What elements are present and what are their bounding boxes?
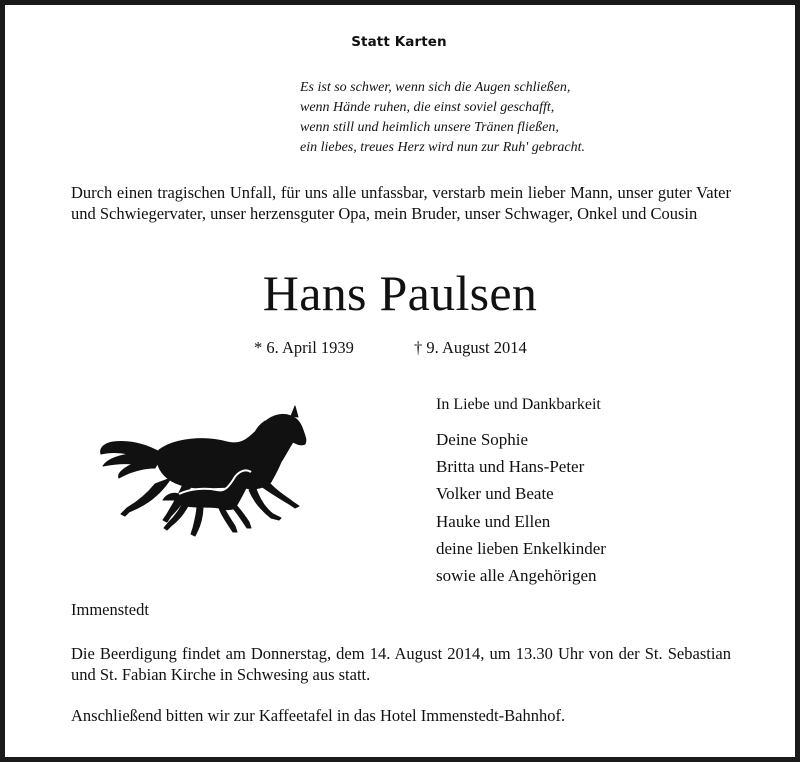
poem-line: ein liebes, treues Herz wird nun zur Ruh' gebracht. [300, 140, 586, 155]
place-name: Immenstedt [71, 600, 149, 619]
death-date: † 9. August 2014 [414, 338, 527, 357]
birth-date: * 6. April 1939 [254, 338, 354, 357]
mourner-line: Hauke und Ellen [436, 511, 551, 531]
mourner-line: deine lieben Enkelkinder [436, 538, 606, 558]
mourner-line: sowie alle Angehörigen [436, 566, 597, 586]
mourner-line: Volker und Beate [436, 484, 554, 504]
poem-line: wenn still und heimlich unsere Tränen fließen, [300, 120, 559, 135]
reception-info: Anschließend bitten wir zur Kaffeetafel in das Hotel Immenstedt-Bahnhof. [71, 706, 566, 725]
poem-line: Es ist so schwer, wenn sich die Augen schließen, [300, 80, 571, 95]
intro-text: Durch einen tragischen Unfall, für uns alle unfassbar, verstarb mein lieber Mann, unser guter Vater und Schwiegervater, unser herzensguter Opa, mein Bruder, unser Schwager, Onkel und Cousin [71, 183, 731, 223]
notice-header: Statt Karten [351, 34, 447, 50]
poem [300, 78, 585, 158]
mourners-block [436, 395, 606, 589]
poem-line: wenn Hände ruhen, die einst soviel geschafft, [300, 100, 555, 115]
mourner-line: Deine Sophie [436, 430, 529, 449]
horse-with-foal-icon [95, 402, 317, 538]
mourner-line: Britta und Hans-Peter [436, 457, 585, 477]
deceased-name: Hans Paulsen [262, 265, 538, 321]
funeral-info: Die Beerdigung findet am Donnerstag, dem 14. August 2014, um 13.30 Uhr von der St. Sebastian und St. Fabian Kirche in Schwesing aus statt. [71, 644, 731, 684]
mourners-intro: In Liebe und Dankbarkeit [436, 396, 601, 413]
